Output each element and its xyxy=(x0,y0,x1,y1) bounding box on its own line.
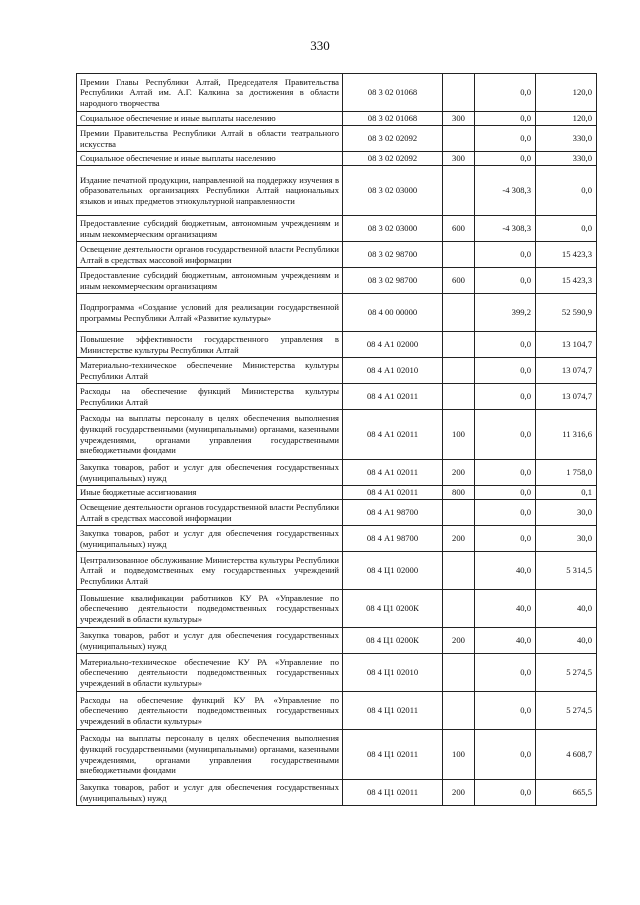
table-row xyxy=(77,74,597,112)
row-expense-type-cell xyxy=(443,500,475,526)
table-row xyxy=(77,526,597,552)
row-expense-type-cell: 200 xyxy=(443,780,475,806)
row-value-1-cell: 0,0 xyxy=(475,654,536,692)
row-code-cell: 08 4 Ц1 0200К xyxy=(343,590,443,628)
row-value-1-cell: 0,0 xyxy=(475,692,536,730)
row-value-2-cell: 30,0 xyxy=(536,526,597,552)
row-expense-type-cell xyxy=(443,74,475,112)
row-value-1-cell: 0,0 xyxy=(475,112,536,126)
row-expense-type-cell: 600 xyxy=(443,268,475,294)
row-expense-type-cell: 100 xyxy=(443,730,475,780)
table-row xyxy=(77,242,597,268)
row-name-cell: Социальное обеспечение и иные выплаты населению xyxy=(77,112,343,126)
row-value-2-cell: 330,0 xyxy=(536,126,597,152)
row-value-1-cell: 0,0 xyxy=(475,358,536,384)
row-expense-type-cell: 100 xyxy=(443,410,475,460)
row-code-cell: 08 4 Ц1 02011 xyxy=(343,692,443,730)
row-value-1-cell: 0,0 xyxy=(475,268,536,294)
row-value-2-cell: 0,1 xyxy=(536,486,597,500)
row-expense-type-cell xyxy=(443,358,475,384)
row-value-2-cell: 5 314,5 xyxy=(536,552,597,590)
table-row xyxy=(77,730,597,780)
row-value-2-cell: 52 590,9 xyxy=(536,294,597,332)
row-code-cell: 08 3 02 98700 xyxy=(343,268,443,294)
row-code-cell: 08 4 Ц1 02010 xyxy=(343,654,443,692)
row-value-2-cell: 1 758,0 xyxy=(536,460,597,486)
row-value-2-cell: 0,0 xyxy=(536,216,597,242)
table-row xyxy=(77,628,597,654)
row-expense-type-cell xyxy=(443,126,475,152)
row-value-2-cell: 5 274,5 xyxy=(536,692,597,730)
row-code-cell: 08 4 А1 02010 xyxy=(343,358,443,384)
row-expense-type-cell: 300 xyxy=(443,152,475,166)
table-row xyxy=(77,358,597,384)
row-code-cell: 08 3 02 02092 xyxy=(343,152,443,166)
table-row xyxy=(77,152,597,166)
row-value-1-cell: 40,0 xyxy=(475,552,536,590)
row-name-cell: Предоставление субсидий бюджетным, автономным учреждениям и иным некоммерческим организациям xyxy=(77,268,343,294)
row-code-cell: 08 4 А1 98700 xyxy=(343,500,443,526)
table-row xyxy=(77,780,597,806)
row-value-1-cell: 0,0 xyxy=(475,486,536,500)
row-value-1-cell: 0,0 xyxy=(475,500,536,526)
budget-table-body xyxy=(77,74,597,806)
row-value-2-cell: 13 074,7 xyxy=(536,384,597,410)
row-expense-type-cell: 200 xyxy=(443,628,475,654)
row-code-cell: 08 4 А1 98700 xyxy=(343,526,443,552)
row-value-1-cell: 0,0 xyxy=(475,152,536,166)
row-name-cell: Социальное обеспечение и иные выплаты населению xyxy=(77,152,343,166)
row-name-cell: Освещение деятельности органов государственной власти Республики Алтай в средствах массовой информации xyxy=(77,500,343,526)
table-row xyxy=(77,166,597,216)
table-row xyxy=(77,410,597,460)
table-row xyxy=(77,384,597,410)
row-code-cell: 08 3 02 01068 xyxy=(343,74,443,112)
row-expense-type-cell xyxy=(443,590,475,628)
table-row xyxy=(77,552,597,590)
table-row xyxy=(77,654,597,692)
row-code-cell: 08 4 А1 02011 xyxy=(343,486,443,500)
row-expense-type-cell xyxy=(443,654,475,692)
row-value-2-cell: 13 074,7 xyxy=(536,358,597,384)
row-value-2-cell: 665,5 xyxy=(536,780,597,806)
row-name-cell: Предоставление субсидий бюджетным, автономным учреждениям и иным некоммерческим организациям xyxy=(77,216,343,242)
row-value-2-cell: 40,0 xyxy=(536,628,597,654)
row-code-cell: 08 3 02 03000 xyxy=(343,166,443,216)
row-name-cell: Закупка товаров, работ и услуг для обеспечения государственных (муниципальных) нужд xyxy=(77,780,343,806)
row-code-cell: 08 4 А1 02011 xyxy=(343,460,443,486)
row-value-2-cell: 5 274,5 xyxy=(536,654,597,692)
row-value-2-cell: 13 104,7 xyxy=(536,332,597,358)
row-name-cell: Закупка товаров, работ и услуг для обеспечения государственных (муниципальных) нужд xyxy=(77,628,343,654)
row-value-1-cell: 40,0 xyxy=(475,628,536,654)
row-name-cell: Расходы на обеспечение функций Министерства культуры Республики Алтай xyxy=(77,384,343,410)
row-expense-type-cell xyxy=(443,552,475,590)
row-value-2-cell: 15 423,3 xyxy=(536,242,597,268)
row-value-2-cell: 40,0 xyxy=(536,590,597,628)
row-code-cell: 08 4 Ц1 02011 xyxy=(343,730,443,780)
row-expense-type-cell: 800 xyxy=(443,486,475,500)
table-row xyxy=(77,460,597,486)
row-value-2-cell: 120,0 xyxy=(536,112,597,126)
row-value-1-cell: 40,0 xyxy=(475,590,536,628)
row-value-1-cell: 0,0 xyxy=(475,384,536,410)
table-row xyxy=(77,268,597,294)
row-value-2-cell: 11 316,6 xyxy=(536,410,597,460)
table-row xyxy=(77,126,597,152)
row-name-cell: Иные бюджетные ассигнования xyxy=(77,486,343,500)
row-value-1-cell: 0,0 xyxy=(475,242,536,268)
row-expense-type-cell xyxy=(443,384,475,410)
row-code-cell: 08 3 02 02092 xyxy=(343,126,443,152)
row-code-cell: 08 3 02 03000 xyxy=(343,216,443,242)
row-value-1-cell: 0,0 xyxy=(475,332,536,358)
row-value-1-cell: -4 308,3 xyxy=(475,166,536,216)
row-name-cell: Материально-техническое обеспечение КУ РА «Управление по обеспечению деятельности подведомственных государственных учреждений в области культуры» xyxy=(77,654,343,692)
row-value-1-cell: 0,0 xyxy=(475,780,536,806)
row-name-cell: Закупка товаров, работ и услуг для обеспечения государственных (муниципальных) нужд xyxy=(77,460,343,486)
row-expense-type-cell xyxy=(443,692,475,730)
row-value-1-cell: 399,2 xyxy=(475,294,536,332)
row-code-cell: 08 4 А1 02011 xyxy=(343,410,443,460)
row-expense-type-cell xyxy=(443,332,475,358)
row-value-1-cell: -4 308,3 xyxy=(475,216,536,242)
row-value-1-cell: 0,0 xyxy=(475,74,536,112)
table-row xyxy=(77,500,597,526)
table-row xyxy=(77,216,597,242)
row-name-cell: Закупка товаров, работ и услуг для обеспечения государственных (муниципальных) нужд xyxy=(77,526,343,552)
table-row xyxy=(77,590,597,628)
row-code-cell: 08 4 А1 02011 xyxy=(343,384,443,410)
row-code-cell: 08 4 00 00000 xyxy=(343,294,443,332)
page-number: 330 xyxy=(310,38,330,53)
row-expense-type-cell: 200 xyxy=(443,526,475,552)
table-row xyxy=(77,486,597,500)
row-value-2-cell: 30,0 xyxy=(536,500,597,526)
table-row xyxy=(77,692,597,730)
row-code-cell: 08 3 02 98700 xyxy=(343,242,443,268)
row-code-cell: 08 4 А1 02000 xyxy=(343,332,443,358)
row-name-cell: Издание печатной продукции, направленной на поддержку изучения в образовательных организациях Республики Алтай национальных языков и иных предметов этнокультурной направленности xyxy=(77,166,343,216)
row-expense-type-cell xyxy=(443,166,475,216)
row-name-cell: Централизованное обслуживание Министерства культуры Республики Алтай и подведомственных ему государственных учреждений Республики Алтай xyxy=(77,552,343,590)
row-name-cell: Расходы на выплаты персоналу в целях обеспечения выполнения функций государственными (муниципальными) органами, казенными учреждениями, органами управления государственными внебюджетными фондами xyxy=(77,730,343,780)
row-value-2-cell: 15 423,3 xyxy=(536,268,597,294)
row-expense-type-cell: 600 xyxy=(443,216,475,242)
row-expense-type-cell: 300 xyxy=(443,112,475,126)
row-name-cell: Освещение деятельности органов государственной власти Республики Алтай в средствах массовой информации xyxy=(77,242,343,268)
row-value-2-cell: 4 608,7 xyxy=(536,730,597,780)
row-name-cell: Подпрограмма «Создание условий для реализации государственной программы Республики Алтай «Развитие культуры» xyxy=(77,294,343,332)
row-expense-type-cell xyxy=(443,242,475,268)
row-expense-type-cell xyxy=(443,294,475,332)
row-name-cell: Премии Главы Республики Алтай, Председателя Правительства Республики Алтай им. А.Г. Калкина за достижения в области народного творчества xyxy=(77,74,343,112)
row-value-1-cell: 0,0 xyxy=(475,730,536,780)
row-expense-type-cell: 200 xyxy=(443,460,475,486)
budget-table xyxy=(76,73,597,806)
row-name-cell: Материально-техническое обеспечение Министерства культуры Республики Алтай xyxy=(77,358,343,384)
row-value-1-cell: 0,0 xyxy=(475,126,536,152)
table-row xyxy=(77,112,597,126)
row-value-1-cell: 0,0 xyxy=(475,526,536,552)
table-row xyxy=(77,294,597,332)
row-value-2-cell: 0,0 xyxy=(536,166,597,216)
row-name-cell: Расходы на выплаты персоналу в целях обеспечения выполнения функций государственными (муниципальными) органами, казенными учреждениями, органами управления государственными внебюджетными фондами xyxy=(77,410,343,460)
table-row xyxy=(77,332,597,358)
row-value-2-cell: 330,0 xyxy=(536,152,597,166)
row-name-cell: Повышение эффективности государственного управления в Министерстве культуры Республики Алтай xyxy=(77,332,343,358)
row-value-1-cell: 0,0 xyxy=(475,410,536,460)
row-name-cell: Расходы на обеспечение функций КУ РА «Управление по обеспечению деятельности подведомственных государственных учреждений в области культуры» xyxy=(77,692,343,730)
row-name-cell: Премии Правительства Республики Алтай в области театрального искусства xyxy=(77,126,343,152)
row-code-cell: 08 4 Ц1 02000 xyxy=(343,552,443,590)
row-code-cell: 08 4 Ц1 0200К xyxy=(343,628,443,654)
row-code-cell: 08 4 Ц1 02011 xyxy=(343,780,443,806)
row-code-cell: 08 3 02 01068 xyxy=(343,112,443,126)
row-value-1-cell: 0,0 xyxy=(475,460,536,486)
row-value-2-cell: 120,0 xyxy=(536,74,597,112)
row-name-cell: Повышение квалификации работников КУ РА «Управление по обеспечению деятельности подведомственных государственных учреждений в области культуры» xyxy=(77,590,343,628)
